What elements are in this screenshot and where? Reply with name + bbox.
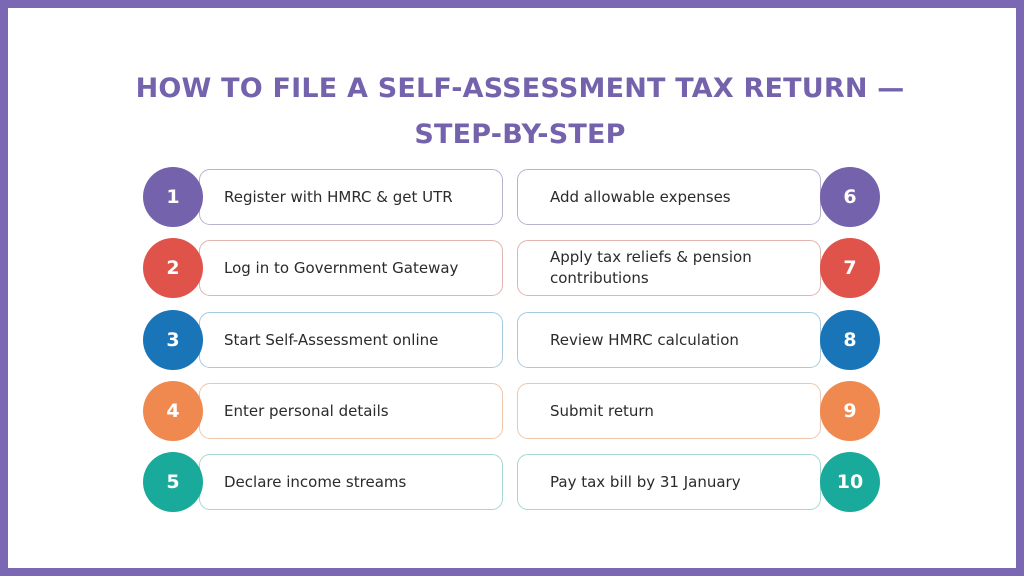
- step-8-number-badge: 8: [820, 310, 880, 370]
- step-1-number-badge: 1: [143, 167, 203, 227]
- step-4: [143, 381, 503, 441]
- step-5-card: Declare income streams: [199, 454, 503, 510]
- step-10-card: Pay tax bill by 31 January: [517, 454, 821, 510]
- step-5-number-badge: 5: [143, 452, 203, 512]
- step-7-card: Apply tax reliefs & pension contributions: [517, 240, 821, 296]
- step-7-number-badge: 7: [820, 238, 880, 298]
- step-1-card: Register with HMRC & get UTR: [199, 169, 503, 225]
- step-6-card: Add allowable expenses: [517, 169, 821, 225]
- step-3-number-badge: 3: [143, 310, 203, 370]
- step-9: [517, 381, 877, 441]
- step-5: [143, 452, 503, 512]
- step-8-card: Review HMRC calculation: [517, 312, 821, 368]
- step-2: [143, 238, 503, 298]
- step-3: [143, 310, 503, 370]
- step-10: [517, 452, 877, 512]
- title-line-2: STEP-BY-STEP: [414, 119, 626, 150]
- step-6: [517, 167, 877, 227]
- step-9-card: Submit return: [517, 383, 821, 439]
- step-2-number-badge: 2: [143, 238, 203, 298]
- step-8: [517, 310, 877, 370]
- title-line-1: HOW TO FILE A SELF-ASSESSMENT TAX RETURN —: [135, 73, 905, 104]
- step-4-number-badge: 4: [143, 381, 203, 441]
- step-1: [143, 167, 503, 227]
- step-10-number-badge: 10: [820, 452, 880, 512]
- step-2-card: Log in to Government Gateway: [199, 240, 503, 296]
- step-3-card: Start Self-Assessment online: [199, 312, 503, 368]
- step-6-number-badge: 6: [820, 167, 880, 227]
- page-title: [48, 66, 992, 158]
- step-4-card: Enter personal details: [199, 383, 503, 439]
- step-9-number-badge: 9: [820, 381, 880, 441]
- step-7: [517, 238, 877, 298]
